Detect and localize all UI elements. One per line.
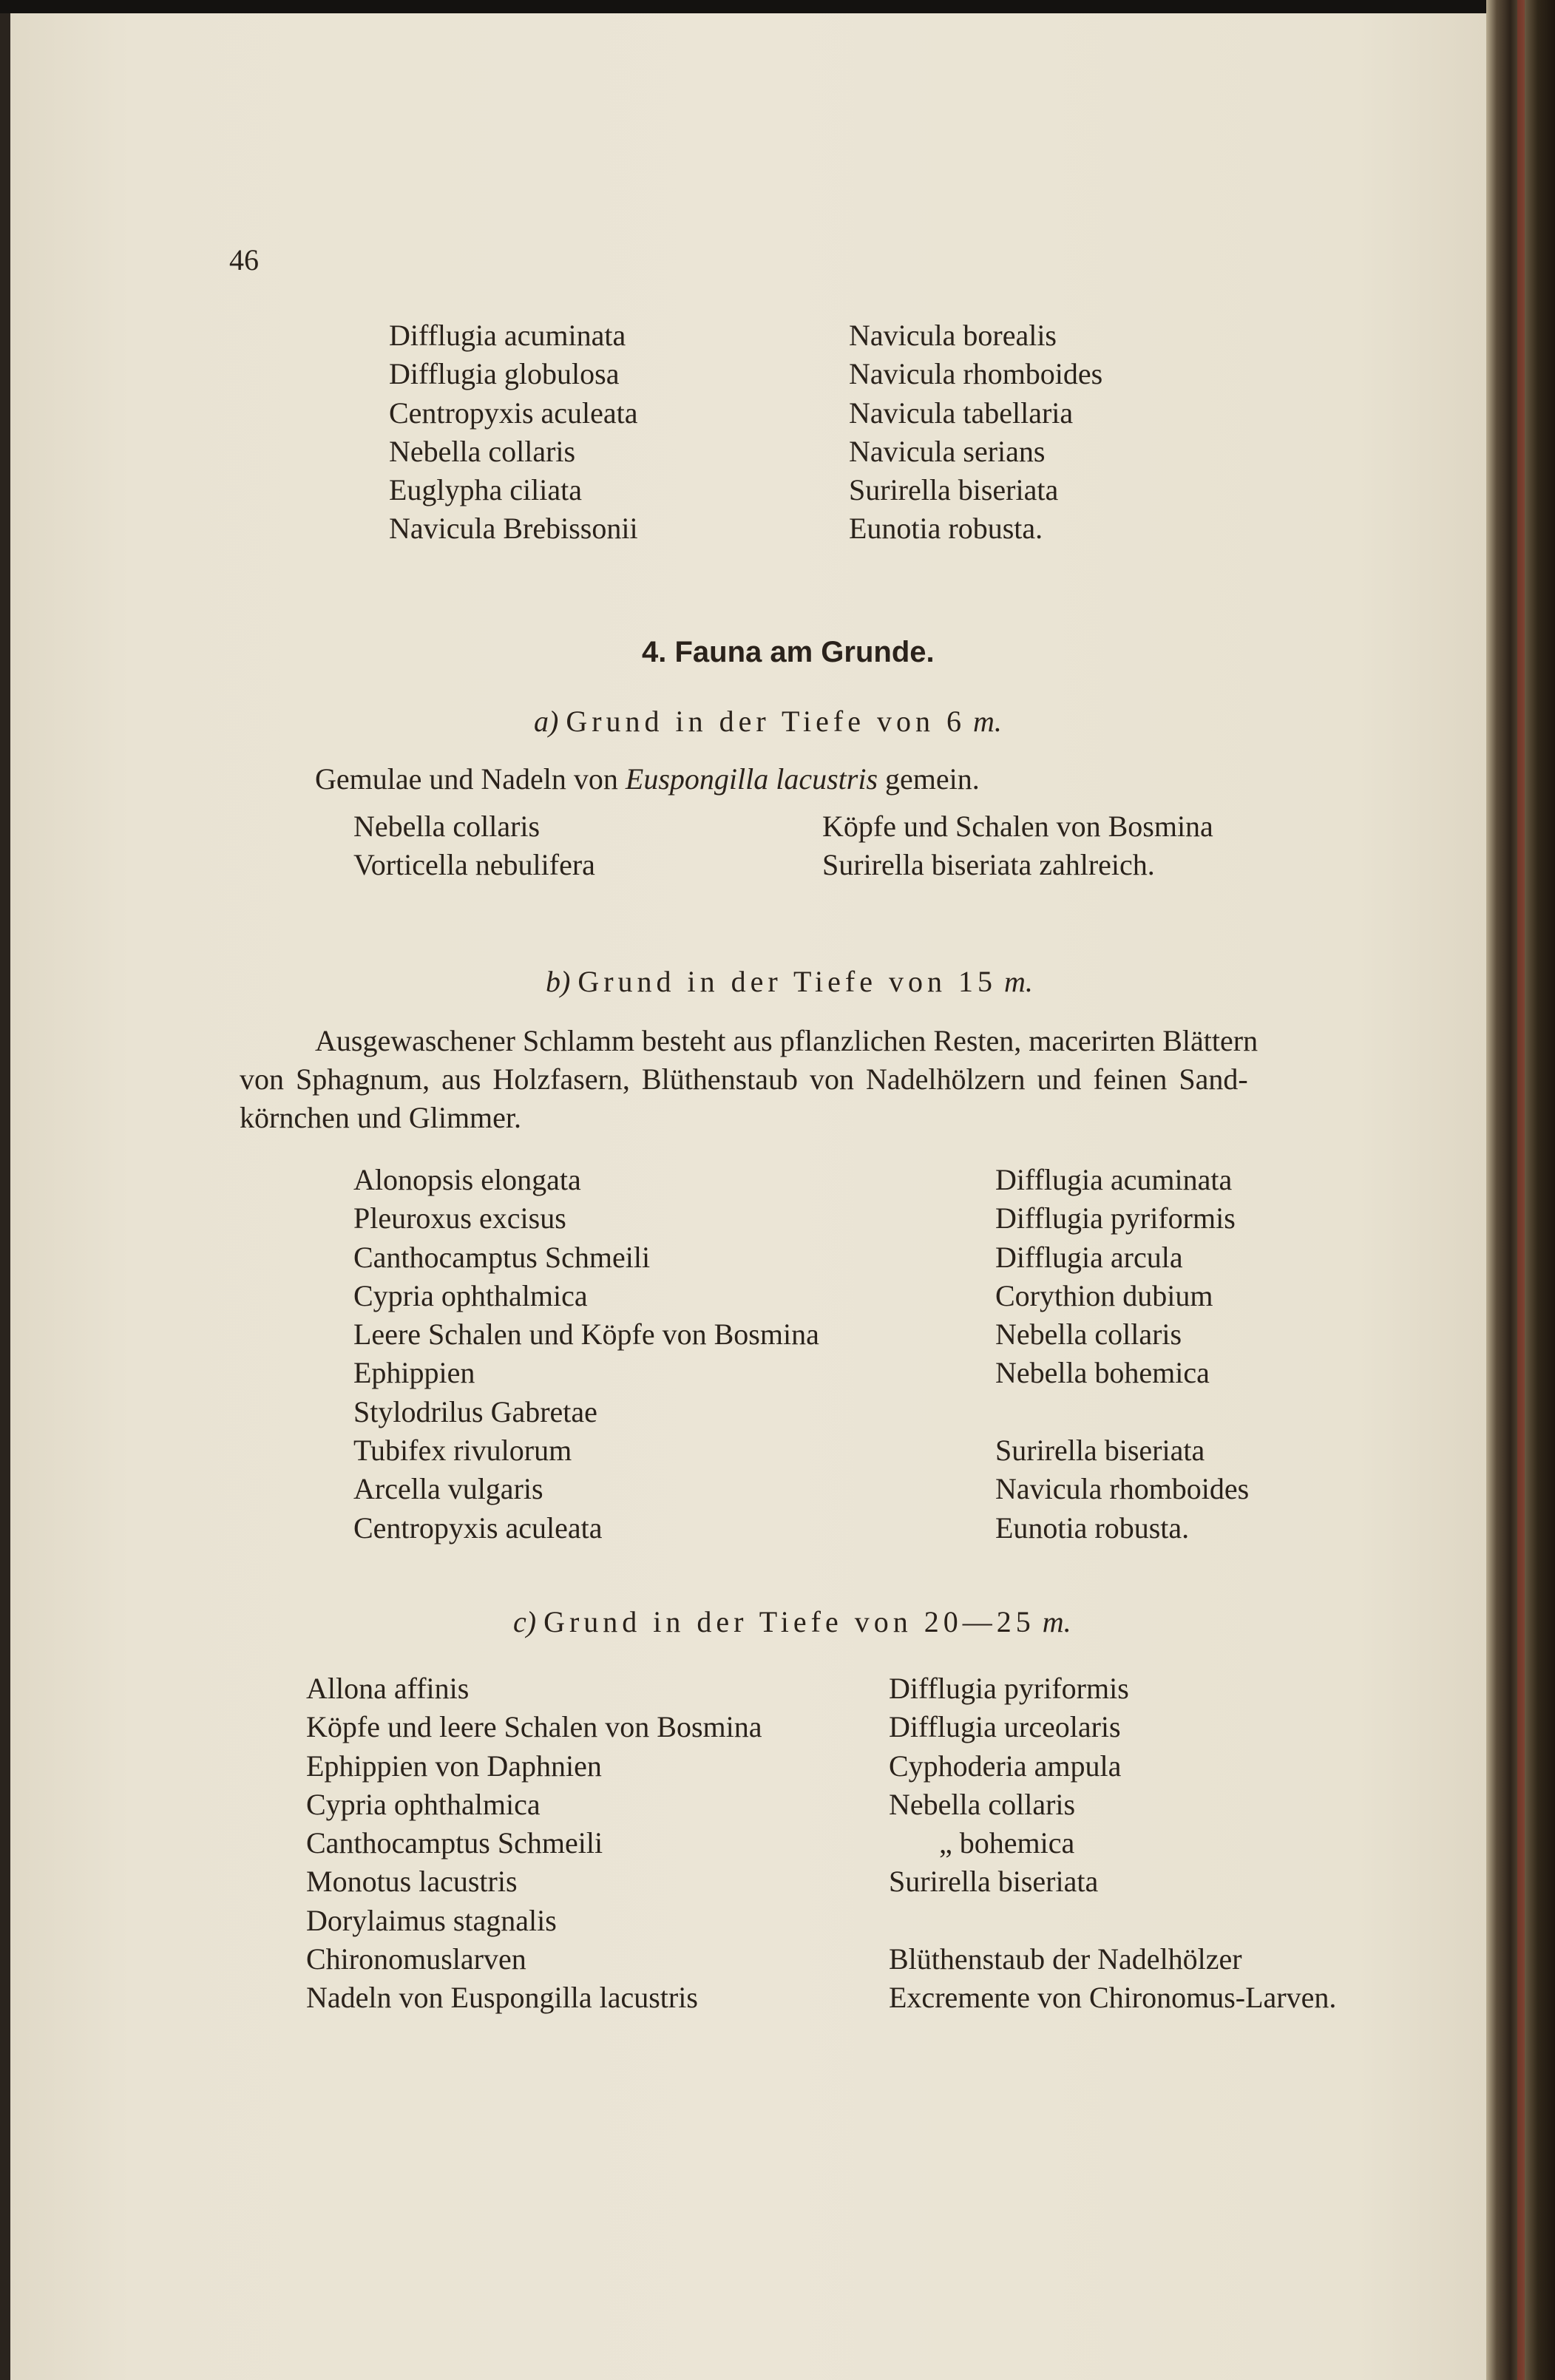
section-b-list-left	[353, 1161, 819, 1547]
list-item: Dorylaimus stagnalis	[306, 1903, 557, 1937]
list-item: Centropyxis aculeata	[389, 396, 638, 430]
section-c-list-right-top	[889, 1669, 1129, 1902]
list-item: Corythion dubium	[995, 1278, 1213, 1312]
list-item: Eunotia robusta.	[849, 512, 1043, 546]
list-item: Stylodrilus Gabretae	[353, 1394, 597, 1428]
section-b-list-right-top	[995, 1161, 1236, 1393]
list-item: Eunotia robusta.	[995, 1511, 1190, 1545]
section-b-list-right-bottom	[995, 1431, 1249, 1547]
list-item: Cyphoderia ampula	[889, 1749, 1122, 1783]
list-item: Navicula serians	[849, 434, 1046, 468]
page-number: 46	[229, 243, 259, 277]
list-item: Nebella collaris	[389, 434, 576, 468]
list-item: Difflugia arcula	[995, 1240, 1183, 1274]
list-item: Ephippien von Daphnien	[306, 1749, 602, 1783]
list-item: Vorticella nebulifera	[353, 848, 595, 882]
list-item: Nebella collaris	[995, 1318, 1182, 1352]
subsection-c-heading	[513, 1603, 1071, 1641]
list-item: Monotus lacustris	[306, 1865, 518, 1899]
list-item: Difflugia pyriformis	[889, 1672, 1129, 1705]
list-item: Nebella bohemica	[995, 1356, 1210, 1390]
line-suffix: gemein.	[885, 762, 980, 796]
list-item: Difflugia globulosa	[389, 357, 620, 391]
list-item: Canthocamptus Schmeili	[353, 1240, 651, 1274]
list-item: Difflugia pyriformis	[995, 1201, 1236, 1235]
list-item: Navicula Brebissonii	[389, 512, 638, 546]
list-item: Surirella biseriata	[889, 1865, 1099, 1899]
subsection-marker: b)	[546, 965, 571, 998]
species-name: Euspongilla lacustris	[625, 762, 878, 796]
section-c-list-right-bottom	[889, 1940, 1336, 2018]
paragraph-line: Ausgewaschener Schlamm besteht aus pflanzlichen Resten, macerirten Blättern	[315, 1024, 1258, 1057]
list-item: Chironomuslarven	[306, 1942, 526, 1976]
subsection-marker: c)	[513, 1605, 537, 1638]
list-item: Centropyxis aculeata	[353, 1511, 603, 1545]
list-item: Navicula rhomboides	[995, 1472, 1250, 1506]
list-item: Ephippien	[353, 1356, 475, 1390]
list-item: Nebella collaris	[889, 1787, 1076, 1821]
gemulae-line	[315, 760, 980, 799]
list-item: Köpfe und Schalen von Bosmina	[822, 810, 1213, 843]
list-item: Arcella vulgaris	[353, 1472, 543, 1506]
list-item: Leere Schalen und Köpfe von Bosmina	[353, 1318, 819, 1352]
list-item: Euglypha ciliata	[389, 473, 583, 507]
list-item: Navicula tabellaria	[849, 396, 1074, 430]
top-list-right	[849, 316, 1102, 549]
list-item: Surirella biseriata	[995, 1434, 1205, 1467]
subsection-title: Grund in der Tiefe von 15	[577, 965, 997, 998]
subsection-title: Grund in der Tiefe von 6	[566, 705, 966, 738]
list-item: Blüthenstaub der Nadelhölzer	[889, 1942, 1242, 1976]
list-item: Navicula rhomboides	[849, 357, 1103, 391]
list-item: Alonopsis elongata	[353, 1163, 581, 1196]
list-item: Difflugia acuminata	[389, 319, 626, 352]
list-item: Excremente von Chironomus-Larven.	[889, 1981, 1337, 2015]
section-c-list-left	[306, 1669, 762, 2018]
list-item: Cypria ophthalmica	[306, 1787, 541, 1821]
list-item: „ bohemica	[939, 1826, 1075, 1860]
section-heading: 4. Fauna am Grunde.	[642, 636, 935, 668]
list-item: Navicula borealis	[849, 319, 1057, 352]
list-item: Difflugia acuminata	[995, 1163, 1233, 1196]
subsection-marker: a)	[534, 705, 559, 738]
line-prefix: Gemulae und Nadeln von	[315, 762, 618, 796]
list-item: Pleuroxus excisus	[353, 1201, 566, 1235]
top-list-left	[389, 316, 638, 549]
list-item: Surirella biseriata	[849, 473, 1059, 507]
list-item: Surirella biseriata zahlreich.	[822, 848, 1155, 882]
unit: m.	[1042, 1605, 1071, 1638]
list-item: Nadeln von Euspongilla lacustris	[306, 1981, 698, 2015]
paragraph-line: von Sphagnum, aus Holzfasern, Blüthenstaub von Nadelhölzern und feinen Sand-	[240, 1062, 1248, 1096]
list-item: Köpfe und leere Schalen von Bosmina	[306, 1710, 762, 1744]
subsection-b-heading	[546, 963, 1033, 1001]
section-a-list-left	[353, 807, 595, 885]
subsection-title: Grund in der Tiefe von 20—25	[543, 1605, 1035, 1638]
list-item: Tubifex rivulorum	[353, 1434, 572, 1468]
list-item: Cypria ophthalmica	[353, 1278, 588, 1312]
list-item: Difflugia urceolaris	[889, 1710, 1121, 1744]
paragraph-line: körnchen und Glimmer.	[240, 1101, 522, 1134]
subsection-a-heading	[534, 702, 1002, 741]
unit: m.	[1003, 965, 1033, 998]
spine-binding-stripe	[1517, 0, 1525, 2380]
section-a-list-right	[822, 807, 1213, 885]
list-item: Allona affinis	[306, 1672, 470, 1705]
list-item: Canthocamptus Schmeili	[306, 1826, 603, 1860]
unit: m.	[972, 705, 1002, 738]
list-item: Nebella collaris	[353, 810, 541, 843]
